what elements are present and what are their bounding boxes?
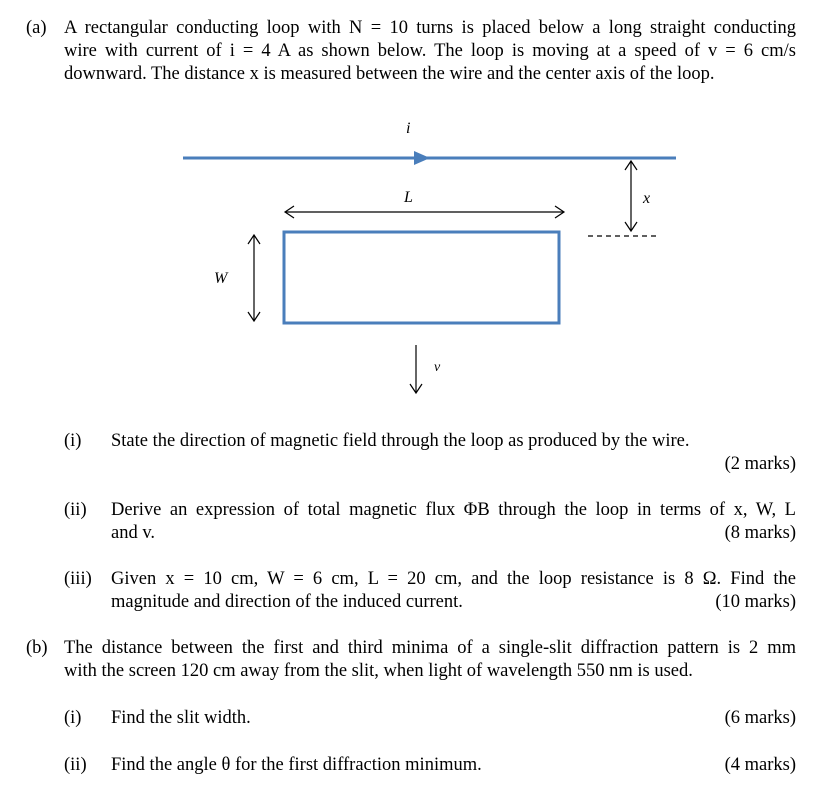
question-a-i-marks: (2 marks) (724, 454, 796, 474)
question-b-i-text: Find the slit width. (111, 708, 251, 728)
part-b-line-1: The distance between the first and third minima of a single-slit diffraction pattern is 2 mm (64, 638, 796, 658)
question-a-ii-text-line-1: Derive an expression of total magnetic flux ΦB through the loop in terms of x, W, L (111, 500, 796, 520)
part-b-line-2: with the screen 120 cm away from the slit, when light of wavelength 550 nm is used. (64, 661, 693, 681)
part-a-line-1: A rectangular conducting loop with N = 10 turns is placed below a long straight conducting (64, 18, 796, 38)
question-b-ii-number: (ii) (64, 755, 87, 775)
length-label: L (404, 189, 413, 206)
question-b-ii-marks: (4 marks) (724, 755, 796, 775)
rectangular-loop (284, 232, 559, 323)
question-a-iii-text-line-1: Given x = 10 cm, W = 6 cm, L = 20 cm, and the loop resistance is 8 Ω. Find the (111, 569, 796, 589)
distance-label: x (643, 190, 651, 207)
question-a-iii-number: (iii) (64, 569, 92, 589)
width-label: W (214, 270, 228, 287)
question-a-ii-number: (ii) (64, 500, 87, 520)
question-b-i-number: (i) (64, 708, 82, 728)
question-a-iii-marks: (10 marks) (715, 592, 796, 612)
question-b-ii-text: Find the angle θ for the first diffraction minimum. (111, 755, 482, 775)
part-a-label: (a) (26, 18, 47, 38)
question-a-ii-text-line-2: and v. (111, 523, 156, 543)
part-a-line-3: downward. The distance x is measured between the wire and the center axis of the loop. (64, 64, 715, 84)
part-b-label: (b) (26, 638, 48, 658)
velocity-label: v (434, 360, 441, 375)
part-a-line-2: wire with current of i = 4 A as shown below. The loop is moving at a speed of v = 6 cm/s (64, 41, 796, 61)
question-b-i-marks: (6 marks) (724, 708, 796, 728)
question-a-ii-marks: (8 marks) (724, 523, 796, 543)
current-arrow-icon (414, 151, 430, 165)
question-a-iii-text-line-2: magnitude and direction of the induced current. (111, 592, 463, 612)
question-a-i-number: (i) (64, 431, 82, 451)
question-a-i-text: State the direction of magnetic field through the loop as produced by the wire. (111, 431, 690, 451)
current-label: i (406, 120, 411, 137)
